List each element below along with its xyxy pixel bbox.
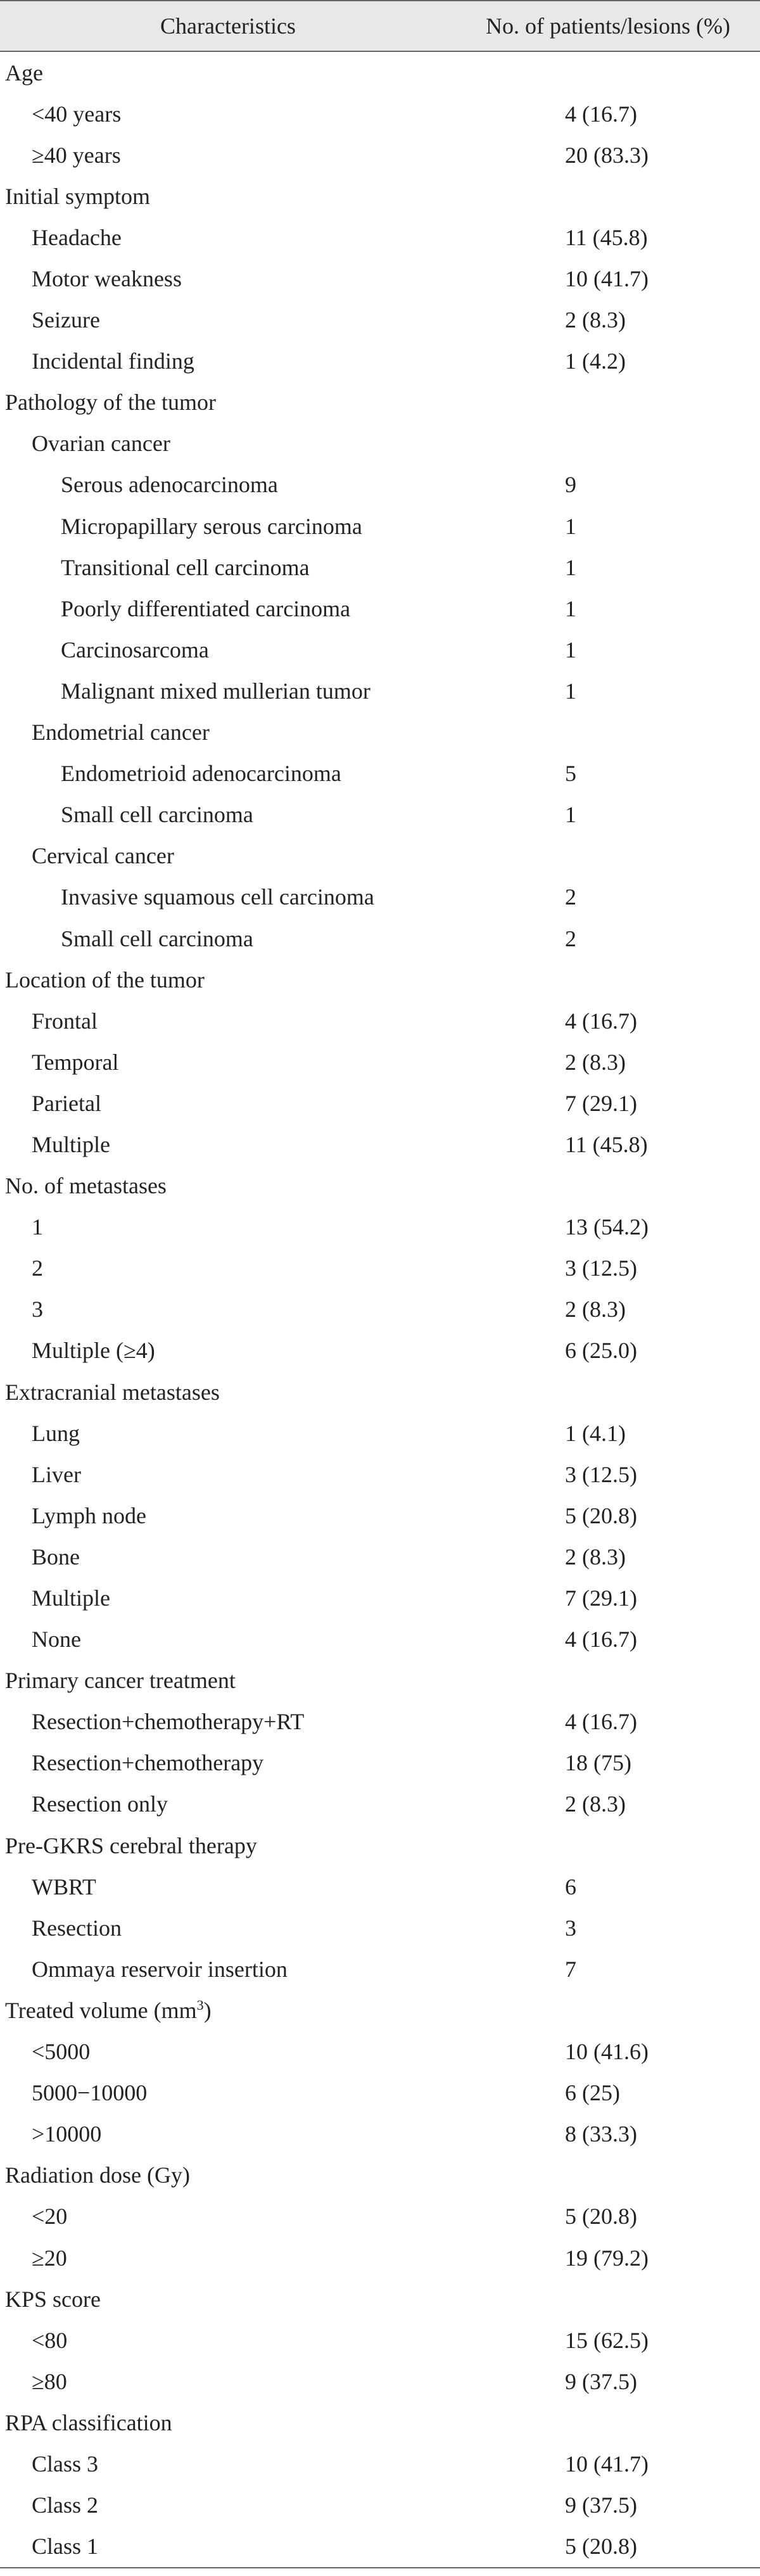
row-value: 1	[565, 554, 576, 580]
row-label-cell	[0, 1742, 456, 1784]
row-value: 3 (12.5)	[565, 1461, 637, 1487]
row-value: 6	[565, 1874, 576, 1900]
row-value: 1 (4.1)	[565, 1420, 626, 1446]
row-label-cell	[0, 2526, 456, 2568]
row-value	[456, 835, 760, 877]
row-label: Lymph node	[32, 1502, 146, 1528]
row-label-cell	[0, 1948, 456, 1989]
table-row	[0, 1248, 760, 1289]
row-value: 5	[565, 761, 576, 787]
row-label-cell	[0, 1041, 456, 1082]
row-value: 10 (41.7)	[565, 2451, 649, 2477]
row-label: Multiple	[32, 1131, 110, 1157]
row-value: 2 (8.3)	[565, 1297, 626, 1323]
table-row	[0, 2114, 760, 2155]
row-label-cell	[0, 1289, 456, 1330]
row-value: 4 (16.7)	[565, 1008, 637, 1034]
table-row	[0, 1207, 760, 1248]
row-value	[456, 423, 760, 464]
row-label-cell	[0, 2072, 456, 2114]
row-label-cell	[0, 2443, 456, 2484]
table-row	[0, 2526, 760, 2568]
table-row	[0, 2443, 760, 2484]
section-row	[0, 2402, 760, 2443]
row-label: <80	[32, 2327, 68, 2353]
row-label: Poorly differentiated carcinoma	[61, 595, 351, 621]
row-value: 10 (41.7)	[565, 266, 649, 292]
row-label: Invasive squamous cell carcinoma	[61, 884, 374, 910]
row-value: 1	[565, 595, 576, 621]
table-row	[0, 1000, 760, 1041]
row-label-cell	[0, 835, 456, 877]
section-row	[0, 1371, 760, 1412]
table-row	[0, 2196, 760, 2237]
row-label-cell	[0, 2485, 456, 2526]
row-label: 2	[32, 1255, 43, 1281]
table-row	[0, 1784, 760, 1825]
row-label: Transitional cell carcinoma	[61, 554, 310, 580]
table-row	[0, 1701, 760, 1742]
row-value	[456, 712, 760, 753]
row-label: Motor weakness	[32, 266, 182, 292]
table-row	[0, 505, 760, 547]
row-label-cell	[0, 670, 456, 711]
row-label: Primary cancer treatment	[5, 1668, 236, 1694]
row-label: RPA classification	[5, 2409, 172, 2435]
table-row	[0, 629, 760, 670]
row-label: Serous adenocarcinoma	[61, 472, 278, 498]
table-row	[0, 1330, 760, 1371]
row-label-cell	[0, 175, 456, 217]
row-value	[456, 2278, 760, 2319]
row-label-cell	[0, 464, 456, 505]
row-value: 18 (75)	[565, 1750, 631, 1776]
row-label-cell	[0, 1330, 456, 1371]
row-label-suffix: )	[203, 1997, 212, 2023]
row-label: No. of metastases	[5, 1173, 167, 1199]
row-label-cell	[0, 918, 456, 959]
row-value	[456, 175, 760, 217]
row-label: Resection	[32, 1915, 122, 1941]
table-row	[0, 1907, 760, 1948]
row-label: Temporal	[32, 1049, 119, 1075]
row-value: 4 (16.7)	[565, 101, 637, 127]
row-label-cell	[0, 1907, 456, 1948]
row-label: Pathology of the tumor	[5, 390, 216, 416]
table-row	[0, 300, 760, 341]
row-value: 2 (8.3)	[565, 307, 626, 333]
table-row	[0, 134, 760, 175]
table-row	[0, 835, 760, 877]
row-value: 1	[565, 802, 576, 828]
row-label-cell	[0, 341, 456, 382]
row-label: 1	[32, 1214, 43, 1240]
row-label-cell	[0, 1082, 456, 1124]
row-label: Radiation dose (Gy)	[5, 2162, 190, 2188]
row-label: Parietal	[32, 1090, 101, 1116]
row-label: WBRT	[32, 1874, 96, 1900]
row-value: 3	[565, 1915, 576, 1941]
row-value	[456, 1660, 760, 1701]
row-label: Location of the tumor	[5, 967, 205, 993]
table-row	[0, 1041, 760, 1082]
row-label-cell	[0, 1701, 456, 1742]
row-label: Lung	[32, 1420, 80, 1446]
row-label: <20	[32, 2204, 68, 2230]
row-label: Ommaya reservoir insertion	[32, 1956, 288, 1982]
row-label: Endometrial cancer	[32, 720, 210, 746]
row-value: 7 (29.1)	[565, 1585, 637, 1611]
row-label: 3	[32, 1297, 43, 1323]
table-row	[0, 341, 760, 382]
row-label: Class 2	[32, 2492, 99, 2518]
row-label: Multiple (≥4)	[32, 1338, 155, 1364]
row-label-cell	[0, 1866, 456, 1907]
row-label-cell	[0, 794, 456, 835]
table-row	[0, 1495, 760, 1536]
table-row	[0, 588, 760, 629]
row-label: Liver	[32, 1461, 81, 1487]
row-value: 19 (79.2)	[565, 2245, 649, 2271]
row-label-cell	[0, 712, 456, 753]
table-row	[0, 712, 760, 753]
row-value: 15 (62.5)	[565, 2327, 649, 2353]
row-value: 1	[565, 513, 576, 539]
row-label-cell	[0, 1165, 456, 1207]
row-value: 1	[565, 678, 576, 704]
row-label: <40 years	[32, 101, 122, 127]
row-label-cell	[0, 2031, 456, 2072]
row-label: Extracranial metastases	[5, 1379, 220, 1405]
table-row	[0, 1082, 760, 1124]
table-row	[0, 1577, 760, 1618]
section-row	[0, 959, 760, 1000]
table-row	[0, 1454, 760, 1495]
row-label: Pre-GKRS cerebral therapy	[5, 1832, 257, 1858]
row-value	[456, 51, 760, 93]
section-row	[0, 1660, 760, 1701]
row-value: 9 (37.5)	[565, 2368, 637, 2394]
row-label: None	[32, 1627, 81, 1653]
row-label: Carcinosarcoma	[61, 637, 209, 663]
row-label-cell	[0, 2114, 456, 2155]
row-value: 4 (16.7)	[565, 1709, 637, 1735]
row-label-cell	[0, 1454, 456, 1495]
row-value: 9 (37.5)	[565, 2492, 637, 2518]
row-label-cell	[0, 959, 456, 1000]
header-row	[0, 1, 760, 51]
table-row	[0, 2237, 760, 2278]
row-value: 2	[565, 884, 576, 910]
row-label: KPS score	[5, 2286, 101, 2312]
row-label: ≥40 years	[32, 142, 121, 168]
table-row	[0, 2072, 760, 2114]
row-value	[456, 382, 760, 423]
row-label-cell	[0, 1660, 456, 1701]
row-value: 2 (8.3)	[565, 1791, 626, 1817]
row-label-cell	[0, 1124, 456, 1165]
section-row	[0, 2278, 760, 2319]
row-label-cell	[0, 423, 456, 464]
row-label-cell	[0, 1207, 456, 1248]
row-label-cell	[0, 1989, 456, 2031]
row-label: Incidental finding	[32, 348, 194, 374]
row-value: 9	[565, 472, 576, 498]
row-label-cell	[0, 2402, 456, 2443]
table-row	[0, 1742, 760, 1784]
table-row	[0, 217, 760, 258]
row-label: Resection+chemotherapy+RT	[32, 1709, 305, 1735]
row-label-cell	[0, 382, 456, 423]
row-label-superscript: 3	[196, 1996, 204, 2013]
row-label-cell	[0, 629, 456, 670]
section-row	[0, 1989, 760, 2031]
table-row	[0, 1124, 760, 1165]
row-label: Seizure	[32, 307, 100, 333]
table-row	[0, 670, 760, 711]
row-label-cell	[0, 51, 456, 93]
table-row	[0, 753, 760, 794]
row-label-cell	[0, 93, 456, 134]
table-row	[0, 258, 760, 299]
row-label-cell	[0, 2155, 456, 2196]
section-row	[0, 2155, 760, 2196]
row-value: 13 (54.2)	[565, 1214, 649, 1240]
row-label-cell	[0, 1000, 456, 1041]
row-value: 20 (83.3)	[565, 142, 649, 168]
row-value: 5 (20.8)	[565, 1502, 637, 1528]
row-label-cell	[0, 1412, 456, 1454]
table-row	[0, 423, 760, 464]
row-value	[456, 1371, 760, 1412]
table-row	[0, 2361, 760, 2402]
table-row	[0, 1412, 760, 1454]
table-row	[0, 918, 760, 959]
row-value	[456, 1165, 760, 1207]
table-row	[0, 1948, 760, 1989]
row-value: 1 (4.2)	[565, 348, 626, 374]
table-row	[0, 1866, 760, 1907]
row-label: Bone	[32, 1544, 80, 1570]
header-characteristics: Characteristics	[0, 1, 456, 51]
row-value: 7 (29.1)	[565, 1090, 637, 1116]
row-label-cell	[0, 1495, 456, 1536]
row-label-cell	[0, 217, 456, 258]
row-label-cell	[0, 134, 456, 175]
row-label: Malignant mixed mullerian tumor	[61, 678, 370, 704]
table-row	[0, 2319, 760, 2361]
row-label: Class 3	[32, 2451, 99, 2477]
row-label: Small cell carcinoma	[61, 802, 253, 828]
row-value	[456, 2155, 760, 2196]
row-label: Cervical cancer	[32, 843, 174, 869]
table-row	[0, 1619, 760, 1660]
row-value: 3 (12.5)	[565, 1255, 637, 1281]
row-label-cell	[0, 1619, 456, 1660]
table-row	[0, 794, 760, 835]
row-label: ≥80	[32, 2368, 67, 2394]
row-label: ≥20	[32, 2245, 67, 2271]
row-label: Frontal	[32, 1008, 98, 1034]
row-value: 4 (16.7)	[565, 1627, 637, 1653]
row-value: 5 (20.8)	[565, 2204, 637, 2230]
table-row	[0, 1289, 760, 1330]
row-value: 1	[565, 637, 576, 663]
row-label: >10000	[32, 2121, 102, 2147]
row-value: 7	[565, 1956, 576, 1982]
section-row	[0, 1825, 760, 1866]
section-row	[0, 1165, 760, 1207]
row-value	[456, 1825, 760, 1866]
row-label-cell	[0, 2278, 456, 2319]
table-row	[0, 93, 760, 134]
row-label-cell	[0, 1248, 456, 1289]
row-label: Endometrioid adenocarcinoma	[61, 761, 341, 787]
row-label-cell	[0, 1536, 456, 1577]
row-value: 8 (33.3)	[565, 2121, 637, 2147]
row-label: Class 1	[32, 2534, 99, 2560]
row-value	[456, 1989, 760, 2031]
row-label-cell	[0, 300, 456, 341]
row-value: 5 (20.8)	[456, 2526, 760, 2568]
row-label-cell	[0, 753, 456, 794]
table-row	[0, 2485, 760, 2526]
row-label: Multiple	[32, 1585, 110, 1611]
row-label-cell	[0, 1371, 456, 1412]
row-label: Initial symptom	[5, 183, 150, 209]
row-label-cell	[0, 2361, 456, 2402]
row-value: 2 (8.3)	[565, 1049, 626, 1075]
row-label: Resection only	[32, 1791, 168, 1817]
table-row	[0, 1536, 760, 1577]
table-row	[0, 2031, 760, 2072]
row-value: 6 (25.0)	[565, 1338, 637, 1364]
row-label: Resection+chemotherapy	[32, 1750, 264, 1776]
row-label-cell	[0, 505, 456, 547]
row-label-cell	[0, 2196, 456, 2237]
row-value	[456, 2402, 760, 2443]
row-label: <5000	[32, 2039, 91, 2065]
section-row	[0, 382, 760, 423]
row-label-cell	[0, 547, 456, 588]
row-label-cell	[0, 2237, 456, 2278]
row-value: 6 (25)	[565, 2080, 620, 2106]
row-value	[456, 959, 760, 1000]
header-patients-lesions: No. of patients/lesions (%)	[456, 1, 760, 51]
row-label-cell	[0, 2319, 456, 2361]
row-label: Micropapillary serous carcinoma	[61, 513, 362, 539]
row-value: 2	[565, 925, 576, 951]
row-value: 10 (41.6)	[565, 2039, 649, 2065]
row-label: Ovarian cancer	[32, 431, 170, 457]
section-row	[0, 175, 760, 217]
section-row	[0, 51, 760, 93]
row-value: 11 (45.8)	[565, 224, 648, 250]
row-label-cell	[0, 1577, 456, 1618]
row-label: 5000−10000	[32, 2080, 148, 2106]
table-row	[0, 877, 760, 918]
row-label-cell	[0, 588, 456, 629]
table-row	[0, 547, 760, 588]
table-body	[0, 51, 760, 2568]
table-header	[0, 1, 760, 51]
row-label: Small cell carcinoma	[61, 925, 253, 951]
row-label: Treated volume (mm	[5, 1997, 197, 2023]
row-value: 2 (8.3)	[565, 1544, 626, 1570]
row-label: Age	[5, 60, 43, 86]
table-row	[0, 464, 760, 505]
row-value: 11 (45.8)	[565, 1131, 648, 1157]
row-label-cell	[0, 1825, 456, 1866]
row-label-cell	[0, 258, 456, 299]
row-label: Headache	[32, 224, 122, 250]
row-label-cell	[0, 877, 456, 918]
row-label-cell	[0, 1784, 456, 1825]
